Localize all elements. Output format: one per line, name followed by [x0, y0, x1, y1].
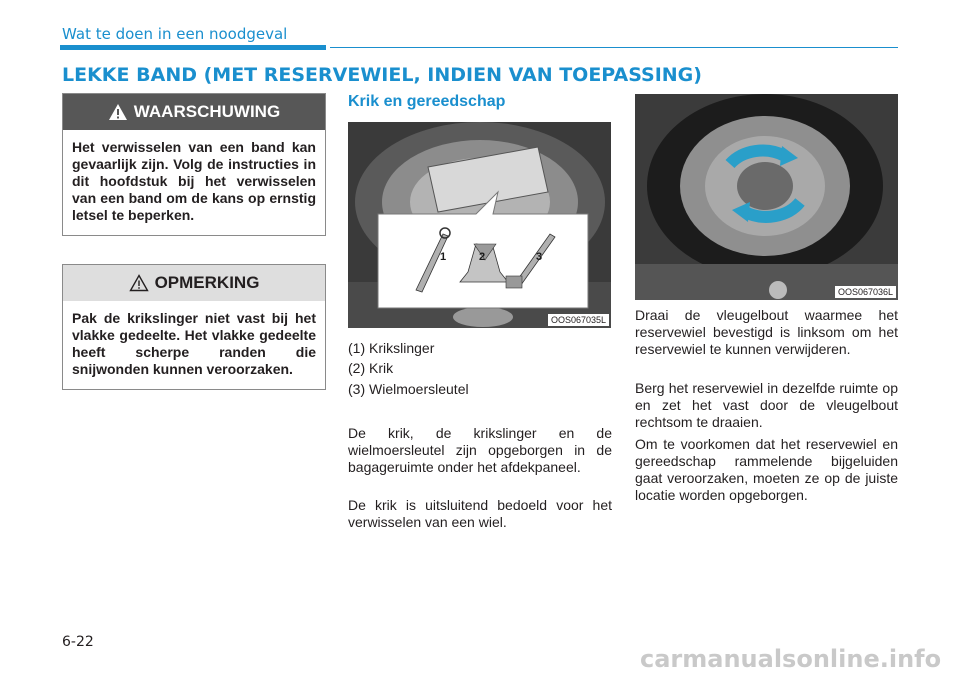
callout-2: 2 [479, 251, 486, 263]
watermark: carmanualsonline.info [640, 645, 942, 673]
spare-paragraph-rattle: Om te voorkomen dat het reservewiel en gereedschap rammelende bijgeluiden gaat veroorzaken, moeten ze op de juiste locatie worden opgeborgen. [635, 436, 898, 503]
trunk-jack-illustration [348, 122, 611, 328]
warning-label: WAARSCHUWING [133, 102, 281, 121]
notice-header [63, 265, 325, 301]
spare-wheel-illustration [635, 94, 898, 300]
warning-text: Het verwisselen van een band kan gevaarlijk zijn. Volg de instructies in dit hoofdstuk bij het verwisselen van een band om de kans op ernstig letsel te beperken. [72, 139, 316, 223]
tools-paragraph-usage: De krik is uitsluitend bedoeld voor het verwisselen van een wiel. [348, 497, 612, 530]
jack-tools-photo [348, 122, 611, 328]
page-number: 6-22 [62, 634, 94, 650]
callout-3: 3 [536, 251, 543, 263]
warning-triangle-icon [108, 103, 128, 121]
spare-paragraph-remove: Draai de vleugelbout waarmee het reservewiel bevestigd is linksom om het reservewiel te kunnen verwijderen. [635, 307, 898, 357]
image-code: OOS067036L [835, 286, 896, 298]
notice-box [62, 264, 326, 390]
list-item-crank: (1) Krikslinger [348, 340, 435, 356]
section-title: LEKKE BAND (MET RESERVEWIEL, INDIEN VAN TOEPASSING) [62, 64, 702, 86]
tools-paragraph-storage: De krik, de krikslinger en de wielmoersleutel zijn opgeborgen in de bagageruimte onder het afdekpaneel. [348, 425, 612, 475]
warning-box [62, 93, 326, 236]
warning-header [63, 94, 325, 130]
spare-paragraph-store: Berg het reservewiel in dezelfde ruimte op en zet het vast door de vleugelbout rechtsom te draaien. [635, 380, 898, 430]
header-rule [330, 47, 898, 48]
list-item-wrench: (3) Wielmoersleutel [348, 381, 469, 397]
notice-label: OPMERKING [154, 273, 260, 292]
image-code: OOS067035L [548, 314, 609, 326]
notice-text: Pak de krikslinger niet vast bij het vlakke gedeelte. Het vlakke gedeelte heeft scherpe randen die snijwonden kunnen veroorzaken. [72, 310, 316, 377]
list-item-jack: (2) Krik [348, 360, 394, 376]
running-header: Wat te doen in een noodgeval [62, 25, 288, 43]
caution-triangle-icon [129, 274, 149, 292]
header-accent-bar [60, 45, 326, 50]
callout-1: 1 [440, 251, 447, 263]
spare-wheel-photo [635, 94, 898, 300]
tools-heading: Krik en gereedschap [348, 93, 506, 110]
